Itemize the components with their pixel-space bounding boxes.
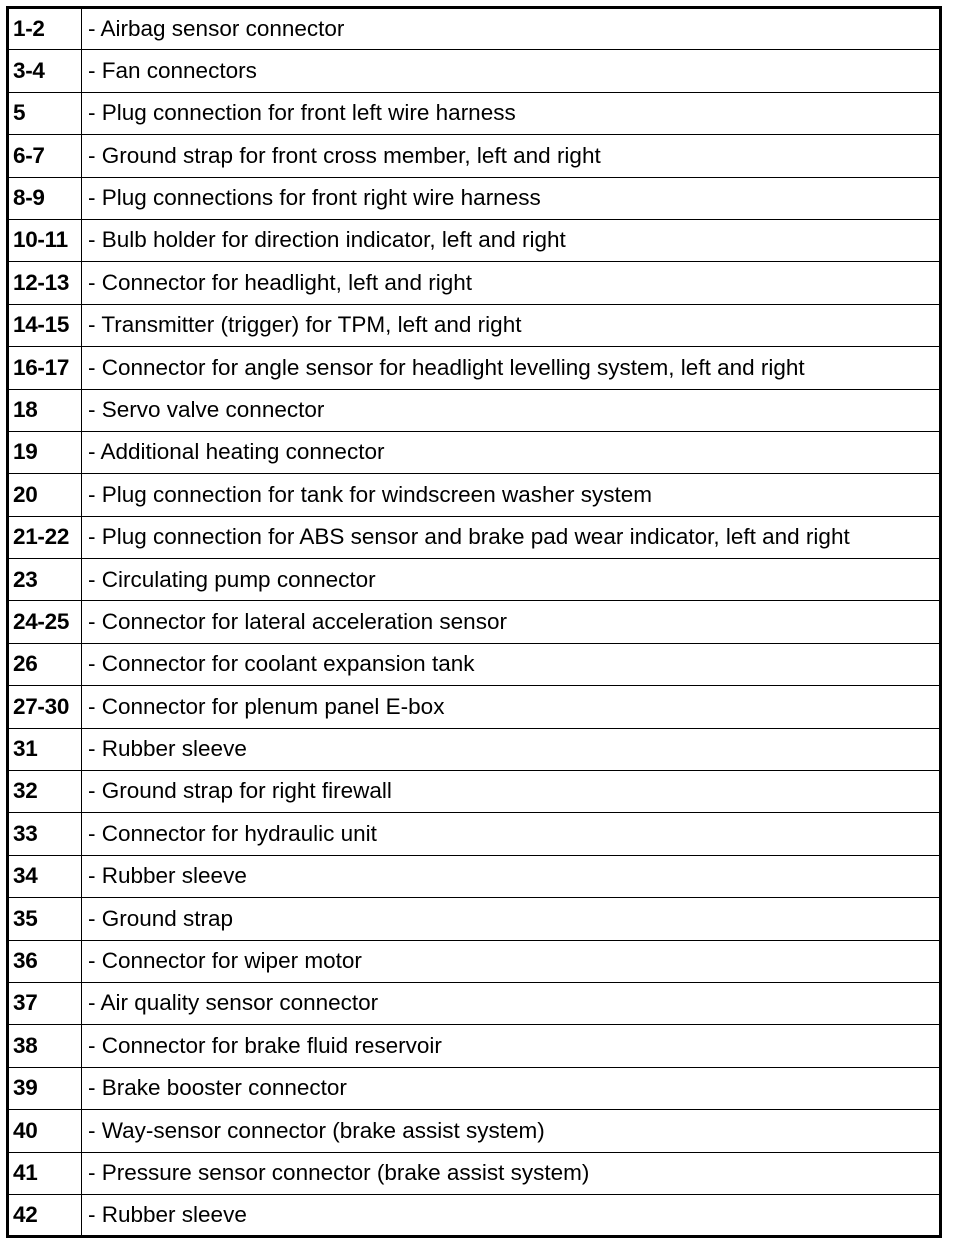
item-description: - Fan connectors: [82, 50, 941, 92]
item-description: - Rubber sleeve: [82, 1194, 941, 1236]
item-number: 12-13: [8, 262, 82, 304]
legend-row: [8, 855, 941, 897]
component-legend-table: [6, 6, 942, 1238]
item-number: 8-9: [8, 177, 82, 219]
item-description: - Circulating pump connector: [82, 559, 941, 601]
legend-row: [8, 304, 941, 346]
legend-row: [8, 1110, 941, 1152]
item-description: - Connector for angle sensor for headlight levelling system, left and right: [82, 347, 941, 389]
item-description: - Connector for hydraulic unit: [82, 813, 941, 855]
item-number: 20: [8, 474, 82, 516]
legend-row: [8, 1025, 941, 1067]
legend-row: [8, 1152, 941, 1194]
legend-row: [8, 813, 941, 855]
legend-row: [8, 474, 941, 516]
item-description: - Bulb holder for direction indicator, left and right: [82, 219, 941, 261]
item-number: 32: [8, 771, 82, 813]
item-description: - Ground strap for right firewall: [82, 771, 941, 813]
legend-row: [8, 728, 941, 770]
item-description: - Rubber sleeve: [82, 855, 941, 897]
item-description: - Connector for coolant expansion tank: [82, 643, 941, 685]
item-number: 35: [8, 898, 82, 940]
legend-row: [8, 940, 941, 982]
item-number: 18: [8, 389, 82, 431]
legend-row: [8, 219, 941, 261]
item-description: - Connector for wiper motor: [82, 940, 941, 982]
legend-row: [8, 92, 941, 134]
item-description: - Pressure sensor connector (brake assist system): [82, 1152, 941, 1194]
item-number: 31: [8, 728, 82, 770]
legend-row: [8, 516, 941, 558]
legend-row: [8, 1194, 941, 1236]
legend-row: [8, 50, 941, 92]
item-description: - Plug connection for ABS sensor and brake pad wear indicator, left and right: [82, 516, 941, 558]
item-description: - Air quality sensor connector: [82, 982, 941, 1024]
item-number: 26: [8, 643, 82, 685]
item-description: - Airbag sensor connector: [82, 8, 941, 50]
legend-row: [8, 601, 941, 643]
legend-row: [8, 347, 941, 389]
item-number: 23: [8, 559, 82, 601]
item-number: 40: [8, 1110, 82, 1152]
legend-row: [8, 898, 941, 940]
item-number: 24-25: [8, 601, 82, 643]
legend-row: [8, 1067, 941, 1109]
item-number: 39: [8, 1067, 82, 1109]
item-number: 42: [8, 1194, 82, 1236]
item-number: 10-11: [8, 219, 82, 261]
item-number: 37: [8, 982, 82, 1024]
item-number: 5: [8, 92, 82, 134]
item-description: - Additional heating connector: [82, 431, 941, 473]
item-number: 38: [8, 1025, 82, 1067]
item-number: 16-17: [8, 347, 82, 389]
item-description: - Connector for plenum panel E-box: [82, 686, 941, 728]
item-description: - Servo valve connector: [82, 389, 941, 431]
legend-row: [8, 389, 941, 431]
legend-row: [8, 431, 941, 473]
legend-row: [8, 982, 941, 1024]
item-description: - Transmitter (trigger) for TPM, left and right: [82, 304, 941, 346]
item-number: 14-15: [8, 304, 82, 346]
item-number: 41: [8, 1152, 82, 1194]
item-number: 34: [8, 855, 82, 897]
item-description: - Ground strap for front cross member, left and right: [82, 135, 941, 177]
item-number: 36: [8, 940, 82, 982]
legend-row: [8, 686, 941, 728]
item-description: - Connector for headlight, left and right: [82, 262, 941, 304]
item-number: 6-7: [8, 135, 82, 177]
legend-row: [8, 8, 941, 50]
legend-row: [8, 643, 941, 685]
item-description: - Rubber sleeve: [82, 728, 941, 770]
item-description: - Plug connection for tank for windscreen washer system: [82, 474, 941, 516]
legend-row: [8, 559, 941, 601]
item-description: - Connector for lateral acceleration sensor: [82, 601, 941, 643]
legend-row: [8, 771, 941, 813]
legend-row: [8, 177, 941, 219]
item-number: 19: [8, 431, 82, 473]
item-description: - Brake booster connector: [82, 1067, 941, 1109]
item-number: 1-2: [8, 8, 82, 50]
item-description: - Way-sensor connector (brake assist system): [82, 1110, 941, 1152]
item-number: 3-4: [8, 50, 82, 92]
item-description: - Plug connections for front right wire harness: [82, 177, 941, 219]
item-number: 21-22: [8, 516, 82, 558]
item-number: 33: [8, 813, 82, 855]
item-description: - Connector for brake fluid reservoir: [82, 1025, 941, 1067]
item-number: 27-30: [8, 686, 82, 728]
legend-row: [8, 135, 941, 177]
legend-row: [8, 262, 941, 304]
item-description: - Plug connection for front left wire harness: [82, 92, 941, 134]
item-description: - Ground strap: [82, 898, 941, 940]
legend-body: [8, 8, 941, 1237]
